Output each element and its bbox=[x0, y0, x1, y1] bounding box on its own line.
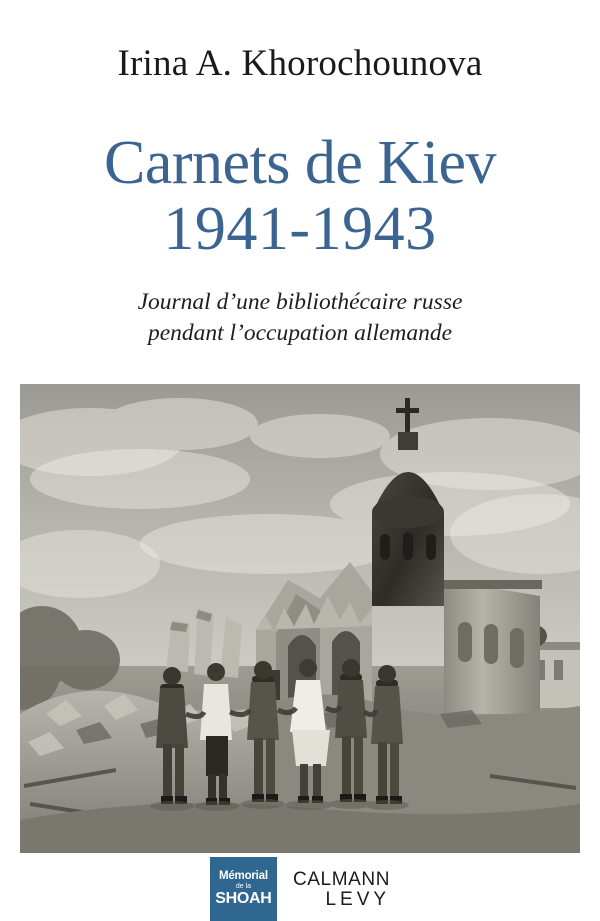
calmann-levy-logo bbox=[293, 857, 390, 911]
memorial-logo-line-2: de la bbox=[235, 883, 252, 891]
book-subtitle bbox=[0, 287, 600, 349]
subtitle-line-1: Journal d’une bibliothécaire russe bbox=[137, 289, 463, 315]
author-name: Irina A. Khorochounova bbox=[117, 43, 483, 84]
title-line-1: Carnets de Kiev bbox=[104, 129, 496, 197]
cover-photograph bbox=[20, 384, 580, 853]
memorial-logo-line-3: SHOAH bbox=[215, 889, 272, 907]
publisher-logos bbox=[0, 857, 600, 921]
book-title bbox=[0, 129, 600, 265]
title-line-2: 1941-1943 bbox=[163, 195, 437, 264]
memorial-shoah-logo bbox=[210, 857, 277, 921]
calmann-logo-line-1: CALMANN bbox=[292, 869, 391, 890]
memorial-logo-line-1: Mémorial bbox=[218, 870, 268, 883]
subtitle-line-2: pendant l’occupation allemande bbox=[147, 320, 453, 347]
calmann-logo-line-2: LEVY bbox=[325, 889, 391, 910]
